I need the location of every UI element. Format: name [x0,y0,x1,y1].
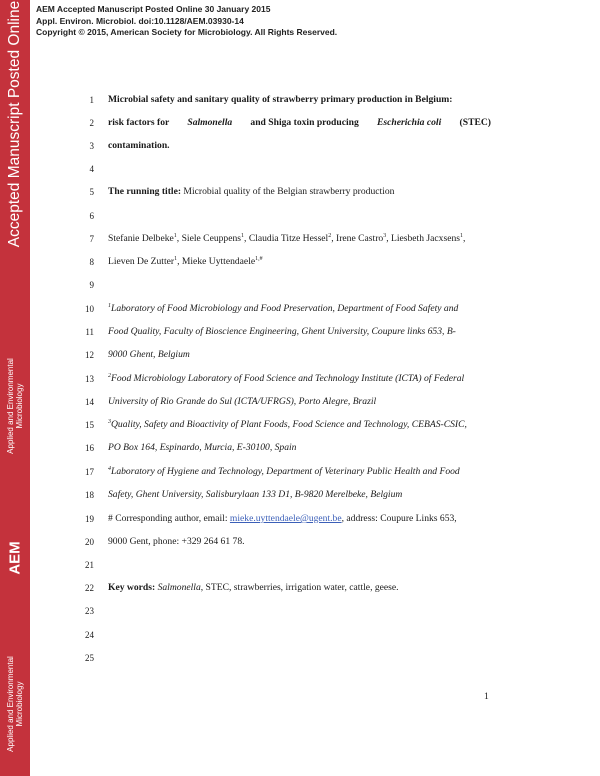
line-number: 21 [85,560,94,570]
header-line-2: Appl. Environ. Microbiol. doi:10.1128/AEM.03930-14 [36,15,244,26]
line-number: 16 [85,443,94,453]
header-line-1: AEM Accepted Manuscript Posted Online 30 January 2015 [36,4,271,14]
title-line-1: Microbial safety and sanitary quality of strawberry primary production in Belgium: [108,94,453,105]
line-number: 5 [89,187,94,197]
line-number: 12 [85,350,94,360]
journal-sidebar [0,0,30,776]
affiliation-1-line-1: $^1$Laboratory of Food Microbiology and Food Preservation, Department of Food Safety and [108,303,459,314]
line-number: 2 [89,118,94,128]
line-number: 1 [89,95,94,105]
affiliation-1-line-3: 9000 Ghent, Belgium [108,349,190,360]
affiliation-4-line-2: Safety, Ghent University, Salisburylaan 133 D1, B-9820 Merelbeke, Belgium [108,489,403,500]
line-number: 8 [89,257,94,267]
running-title-text: Microbial quality of the Belgian strawberry production [181,186,395,197]
affiliation-3-line-2: PO Box 164, Espinardo, Murcia, E-30100, Spain [108,442,297,453]
affiliation-3-line-1: $^3$Quality, Safety and Bioactivity of Plant Foods, Food Science and Technology, CEBAS-CSIC, [108,419,467,430]
line-number: 15 [85,420,94,430]
line-number: 4 [89,164,94,174]
journal-name-bottom: Applied and Environmental Microbiology [6,656,24,752]
page-number: 1 [484,691,489,702]
keywords-label: Key words: [108,582,156,593]
line-number: 19 [85,514,94,524]
line-number: 22 [85,583,94,593]
affiliation-1-line-2: Food Quality, Faculty of Bioscience Engineering, Ghent University, Coupure links 653, B- [108,326,456,337]
aem-label: AEM [6,541,24,575]
title-line-2: risk factors for Salmonella and Shiga toxin producing Escherichia coli (STEC) [108,117,491,128]
line-number: 11 [85,327,94,337]
line-number: 25 [85,653,94,663]
line-number: 17 [85,467,94,477]
manuscript-header [36,4,337,39]
affiliation-4-line-1: $^4$Laboratory of Hygiene and Technology, Department of Veterinary Public Health and Food [108,466,460,477]
header-line-3: Copyright © 2015, American Society for Microbiology. All Rights Reserved. [36,27,338,37]
line-number: 23 [85,606,94,616]
accepted-manuscript-label: Accepted Manuscript Posted Online [6,0,23,248]
line-number: 18 [85,490,94,500]
email-link[interactable]: mieke.uyttendaele@ugent.be [229,513,342,524]
line-number: 9 [89,280,94,290]
affiliation-2-line-2: University of Rio Grande do Sul (ICTA/UFRGS), Porto Alegre, Brazil [108,396,377,407]
running-title [108,186,394,198]
authors-line-2: Lieven De Zutter$^1$, Mieke Uyttendaele$^{1,\#}$ [108,256,263,267]
authors-line-1: Stefanie Delbeke$^1$, Siele Ceuppens$^1$, Claudia Titze Hessel$^2$, Irene Castro$^3$, Liesbeth Jacxsens$^1$, [108,233,466,244]
line-number: 7 [89,234,94,244]
line-number: 20 [85,537,94,547]
corresponding-author-line-1: # Corresponding author, email: mieke.uyttendaele@ugent.be, address: Coupure Links 653, [108,513,457,524]
title-line-3: contamination. [108,140,170,151]
line-number: 10 [85,304,94,314]
line-number: 6 [89,211,94,221]
journal-name-top: Applied and Environmental Microbiology [6,358,24,454]
line-number: 3 [89,141,94,151]
corresponding-author-line-2: 9000 Gent, phone: +329 264 61 78. [108,536,245,547]
keywords: Key words: Salmonella, STEC, strawberries, irrigation water, cattle, geese. [108,582,399,593]
running-title-label: The running title: [108,186,182,197]
line-number: 14 [85,397,94,407]
affiliation-2-line-1: $^2$Food Microbiology Laboratory of Food Science and Technology Institute (ICTA) of Federal [108,373,465,384]
line-number: 13 [85,374,94,384]
line-number: 24 [85,630,94,640]
